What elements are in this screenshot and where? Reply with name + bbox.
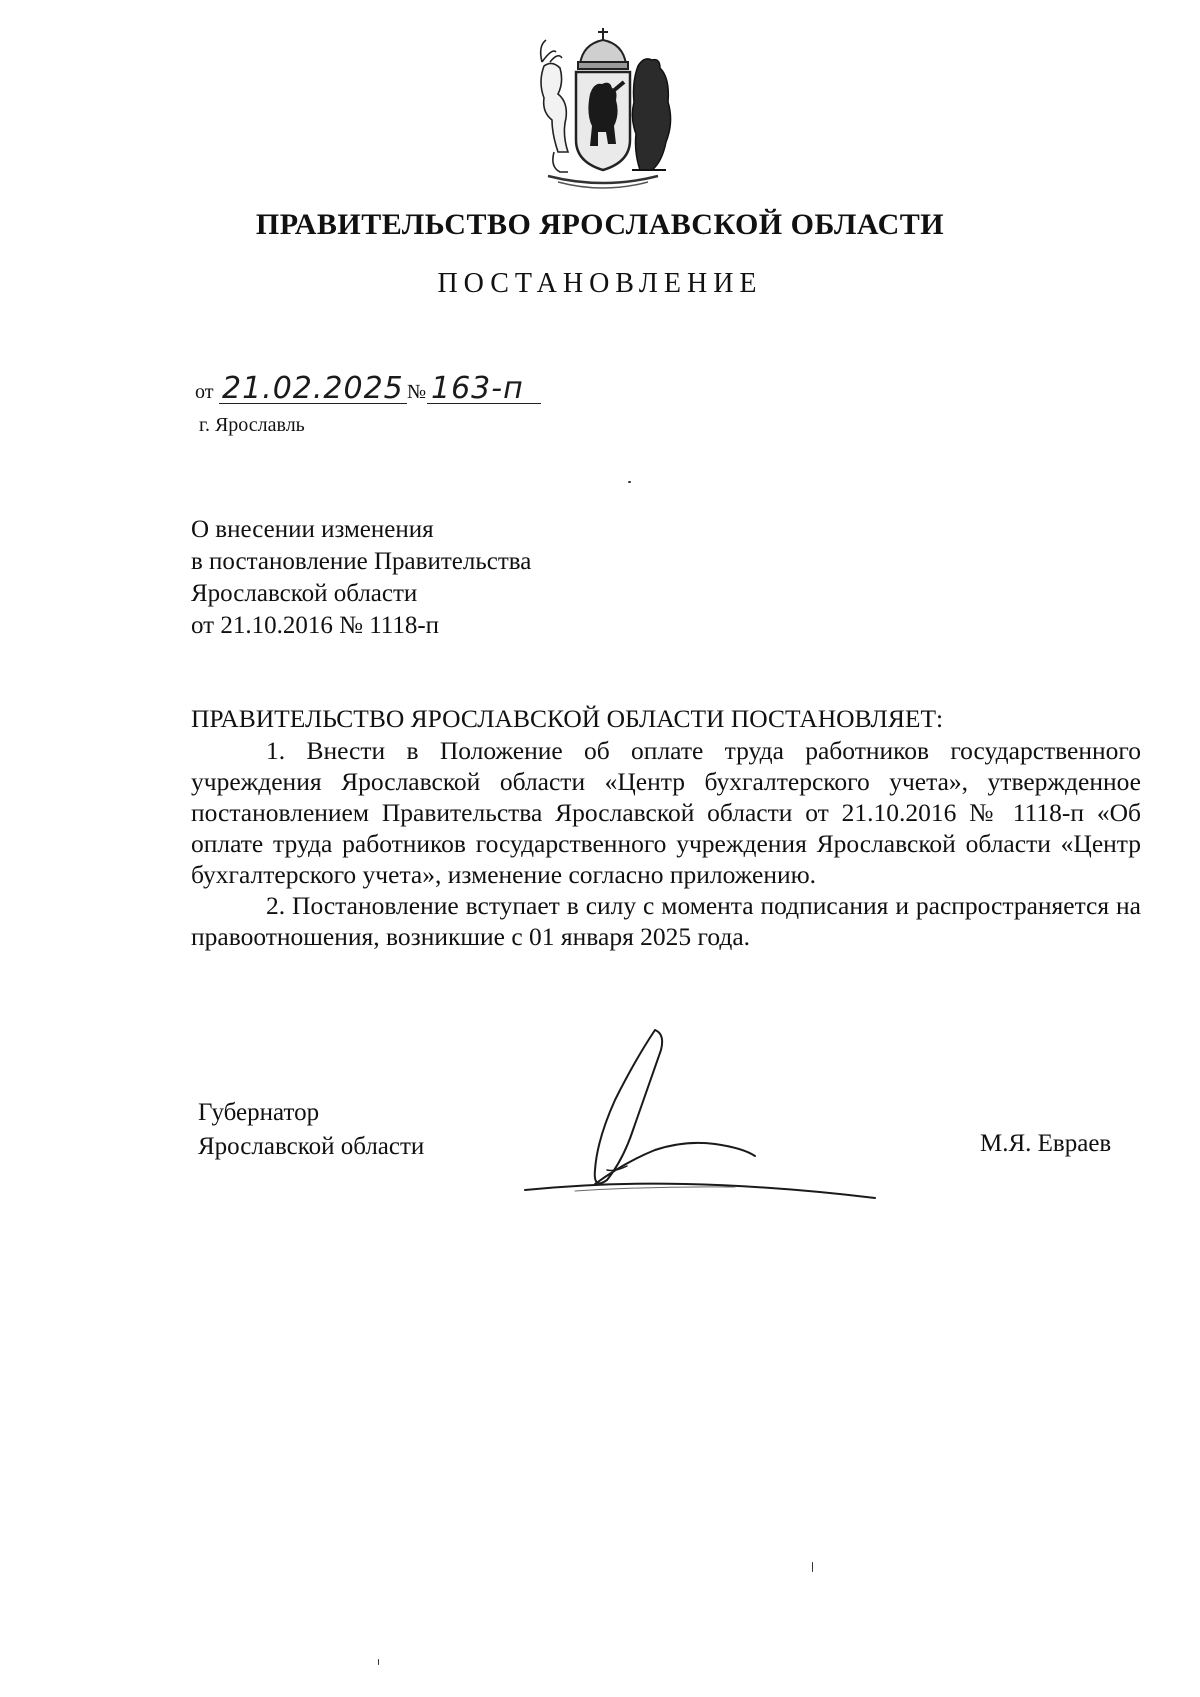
signer-position <box>198 1096 424 1164</box>
handwritten-number: 163-п <box>431 371 524 406</box>
subject-line: от 21.10.2016 № 1118-п <box>191 612 440 639</box>
number-sign: № <box>407 381 427 403</box>
subject-line: Ярославской области <box>191 580 418 607</box>
scan-speck <box>628 481 631 483</box>
handwritten-signature-icon <box>515 1020 915 1220</box>
resolution-lead: ПРАВИТЕЛЬСТВО ЯРОСЛАВСКОЙ ОБЛАСТИ ПОСТАНОВЛЯЕТ: <box>191 704 944 733</box>
document-body <box>191 703 1141 952</box>
signer-position-line: Губернатор <box>198 1099 320 1126</box>
scan-speck <box>812 1562 813 1572</box>
signer-position-line: Ярославской области <box>198 1133 425 1160</box>
organization-title: ПРАВИТЕЛЬСТВО ЯРОСЛАВСКОЙ ОБЛАСТИ <box>255 208 945 241</box>
date-prefix: от <box>195 381 214 403</box>
coat-of-arms-icon <box>528 22 678 192</box>
handwritten-date: 21.02.2025 <box>222 371 404 406</box>
document-subject <box>191 514 531 642</box>
date-number-line <box>195 366 595 410</box>
resolution-item-2: 2. Постановление вступает в силу с момента подписания и распространяется на правоотношения, возникшие с 01 января 2025 года. <box>191 891 1141 951</box>
document-type: ПОСТАНОВЛЕНИЕ <box>437 268 763 299</box>
subject-line: в постановление Правительства <box>191 548 532 575</box>
city-label: г. Ярославль <box>199 414 305 436</box>
subject-line: О внесении изменения <box>191 516 434 543</box>
signer-name: М.Я. Евраев <box>980 1130 1112 1157</box>
scan-speck <box>378 1659 379 1665</box>
resolution-item-1: 1. Внести в Положение об оплате труда работников государственного учреждения Ярославской области «Центр бухгалтерского учета», утвержденное постановлением Правительства Ярославской области от 21.10.2016 № 1118-п «Об оплате труда работников государственного учреждения Ярославской области «Центр бухгалтерского учета», изменение согласно приложению. <box>191 736 1141 889</box>
